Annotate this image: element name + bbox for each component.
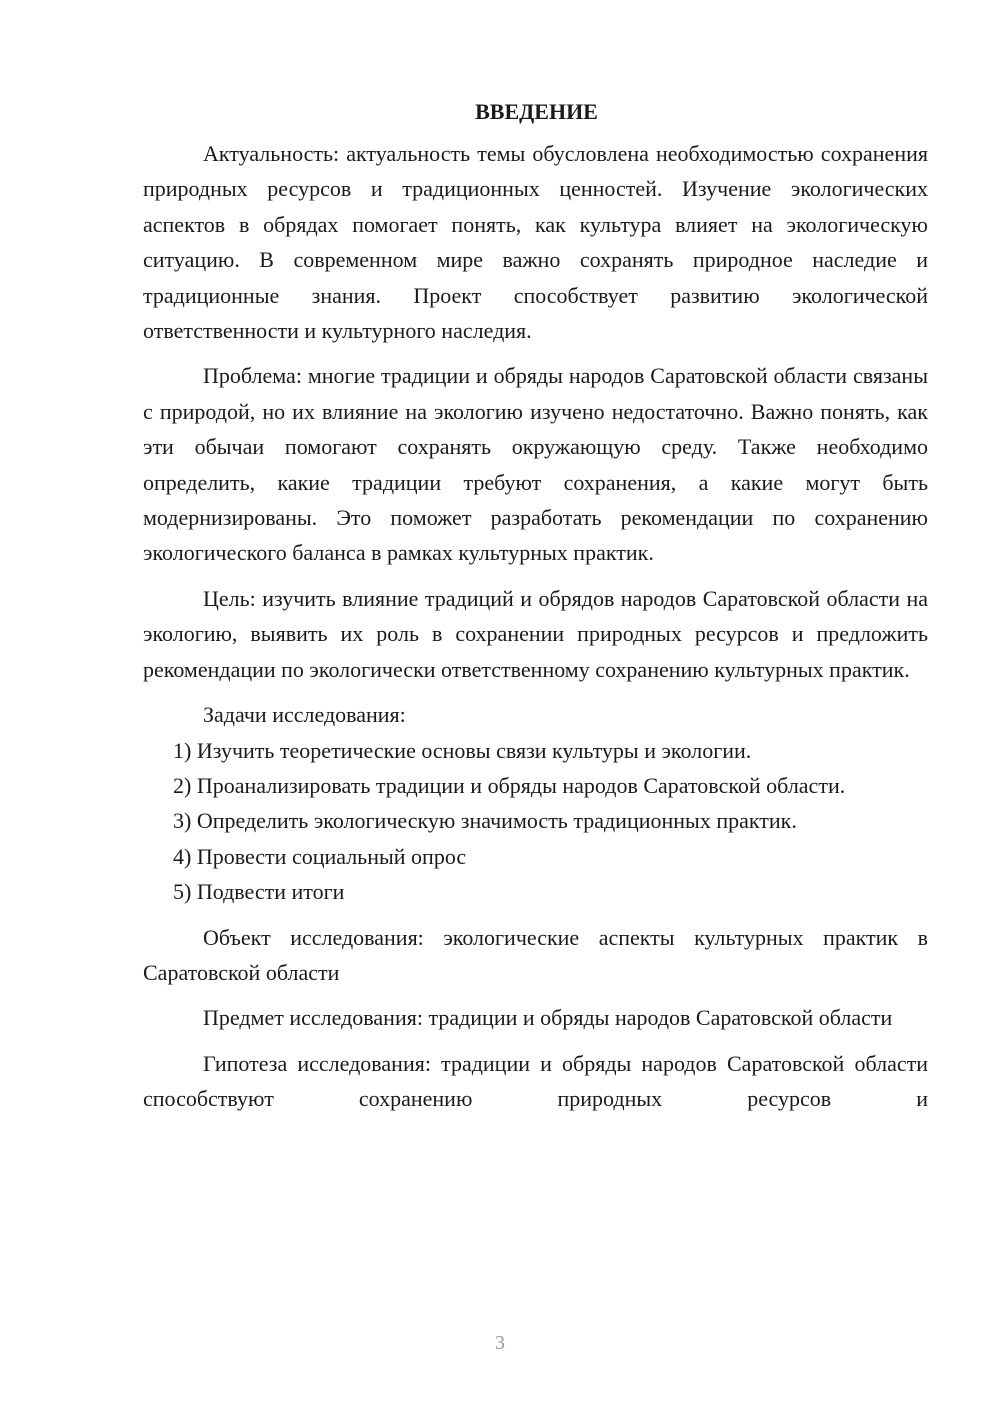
paragraph-problem: Проблема: многие традиции и обряды народов Саратовской области связаны с природой, но их влияние на экологию изучено недостаточно. Важно понять, как эти обычаи помогают сохранять окружающую среду. Также необходимо определить, какие традиции требуют сохранения, а какие могут быть модернизированы. Это поможет разработать рекомендации по сохранению экологического баланса в рамках культурных практик. <box>143 363 928 566</box>
paragraph-hypothesis: Гипотеза исследования: традиции и обряды народов Саратовской области способствуют сохранению природных ресурсов и <box>143 1050 928 1112</box>
task-item-5: 5) Подвести итоги <box>173 879 345 905</box>
paragraph-relevance: Актуальность: актуальность темы обусловлена необходимостью сохранения природных ресурсов и традиционных ценностей. Изучение экологических аспектов в обрядах помогает понять, как культура влияет на экологическую ситуацию. В современном мире важно сохранять природное наследие и традиционные знания. Проект способствует развитию экологической ответственности и культурного наследия. <box>143 141 928 344</box>
task-item-3: 3) Определить экологическую значимость традиционных практик. <box>173 808 797 834</box>
task-item-2: 2) Проанализировать традиции и обряды народов Саратовской области. <box>173 772 846 798</box>
document-page <box>143 94 928 1117</box>
section-heading: ВВЕДЕНИЕ <box>475 99 598 124</box>
paragraph-object: Объект исследования: экологические аспекты культурных практик в Саратовской области <box>143 924 928 985</box>
paragraph-subject: Предмет исследования: традиции и обряды народов Саратовской области <box>203 1005 893 1031</box>
task-item-1: 1) Изучить теоретические основы связи культуры и экологии. <box>173 737 752 763</box>
task-item-4: 4) Провести социальный опрос <box>173 843 467 869</box>
tasks-title: Задачи исследования: <box>203 702 406 728</box>
paragraph-goal: Цель: изучить влияние традиций и обрядов народов Саратовской области на экологию, выявить их роль в сохранении природных ресурсов и предложить рекомендации по экологически ответственному сохранению культурных практик. <box>143 585 928 682</box>
page-number: 3 <box>495 1332 505 1354</box>
